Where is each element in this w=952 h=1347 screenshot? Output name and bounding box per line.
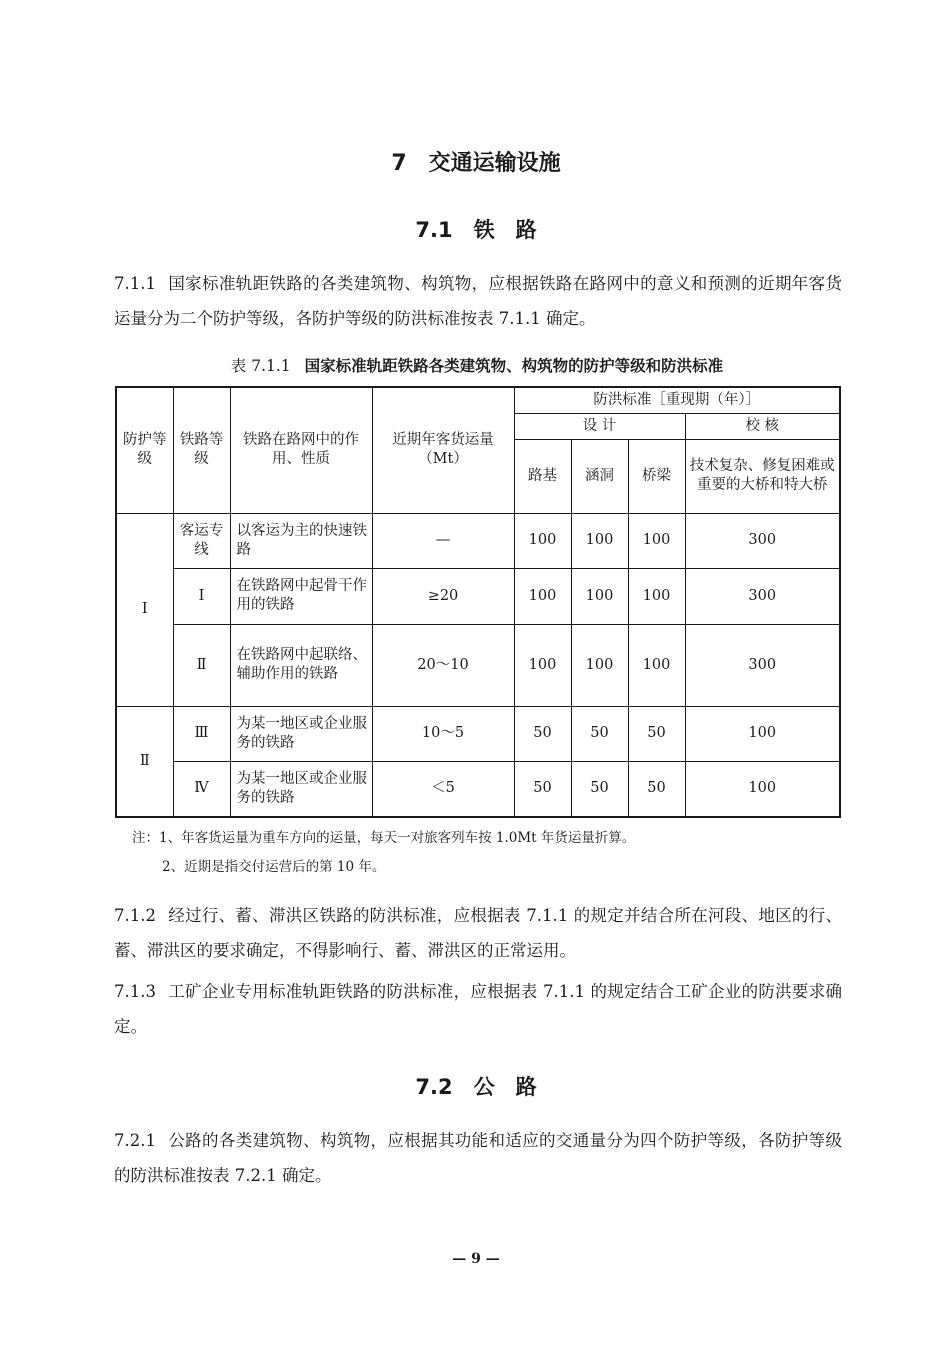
culvert-cell: 100	[571, 624, 628, 706]
role-cell: 为某一地区或企业服务的铁路	[230, 761, 372, 817]
bridge-cell: 50	[628, 706, 685, 761]
bridge-cell: 100	[628, 513, 685, 568]
table-row	[116, 513, 840, 568]
volume-cell: ≥20	[372, 568, 514, 624]
paragraph-number: 7.1.3	[114, 982, 156, 1001]
railway-level-cell: Ⅰ	[173, 568, 230, 624]
role-cell: 在铁路网中起联络、辅助作用的铁路	[230, 624, 372, 706]
header-culvert: 涵洞	[571, 439, 628, 513]
table-note-2: 2、近期是指交付运营后的第 10 年。	[162, 859, 386, 875]
paragraph-text: 经过行、蓄、滞洪区铁路的防洪标准，应根据表 7.1.1 的规定并结合所在河段、地区的行、蓄、滞洪区的要求确定，不得影响行、蓄、滞洪区的正常运用。	[114, 906, 842, 960]
table-row	[116, 624, 840, 706]
bridge-cell: 50	[628, 761, 685, 817]
paragraph-text: 公路的各类建筑物、构筑物，应根据其功能和适应的交通量分为四个防护等级，各防护等级的防洪标准按表 7.2.1 确定。	[114, 1131, 842, 1185]
paragraph-number: 7.2.1	[114, 1131, 156, 1150]
railway-level-cell: Ⅱ	[173, 624, 230, 706]
railway-level-cell: Ⅲ	[173, 706, 230, 761]
roadbed-cell: 100	[514, 568, 571, 624]
check-cell: 300	[685, 568, 840, 624]
paragraph-7-1-1	[114, 266, 842, 336]
railway-level-cell: 客运专线	[173, 513, 230, 568]
paragraph-7-1-2	[114, 898, 842, 968]
protection-level-cell: Ⅱ	[116, 706, 173, 817]
table-note-1: 注：1、年客货运量为重车方向的运量，每天一对旅客列车按 1.0Mt 年货运量折算。	[132, 830, 636, 846]
table-row	[116, 706, 840, 761]
header-bridge: 桥梁	[628, 439, 685, 513]
bridge-cell: 100	[628, 568, 685, 624]
check-cell: 300	[685, 513, 840, 568]
page-number: — 9 —	[452, 1251, 500, 1267]
header-railway-level: 铁路等级	[173, 387, 230, 513]
section-title-7-2: 7.2 公 路	[415, 1075, 537, 1099]
roadbed-cell: 50	[514, 761, 571, 817]
table-number: 表 7.1.1	[230, 357, 291, 375]
bridge-cell: 100	[628, 624, 685, 706]
table-title: 国家标准轨距铁路各类建筑物、构筑物的防护等级和防洪标准	[304, 357, 724, 375]
flood-standard-table	[115, 386, 841, 818]
header-protection-level: 防护等级	[116, 387, 173, 513]
volume-cell: 20～10	[372, 624, 514, 706]
chapter-title: 7 交通运输设施	[391, 151, 561, 176]
check-cell: 300	[685, 624, 840, 706]
roadbed-cell: 100	[514, 624, 571, 706]
table-caption	[114, 354, 840, 376]
volume-cell: ＜5	[372, 761, 514, 817]
role-cell: 在铁路网中起骨干作用的铁路	[230, 568, 372, 624]
role-cell: 以客运为主的快速铁路	[230, 513, 372, 568]
check-cell: 100	[685, 761, 840, 817]
table-row	[116, 761, 840, 817]
roadbed-cell: 100	[514, 513, 571, 568]
paragraph-text: 国家标准轨距铁路的各类建筑物、构筑物，应根据铁路在路网中的意义和预测的近期年客货运量分为二个防护等级，各防护等级的防洪标准按表 7.1.1 确定。	[114, 274, 842, 328]
table-row	[116, 568, 840, 624]
culvert-cell: 50	[571, 706, 628, 761]
header-volume: 近期年客货运量（Mt）	[372, 387, 514, 513]
header-check: 校 核	[685, 413, 840, 439]
header-design: 设 计	[514, 413, 685, 439]
culvert-cell: 100	[571, 513, 628, 568]
paragraph-text: 工矿企业专用标准轨距铁路的防洪标准，应根据表 7.1.1 的规定结合工矿企业的防洪要求确定。	[114, 982, 842, 1036]
volume-cell: —	[372, 513, 514, 568]
roadbed-cell: 50	[514, 706, 571, 761]
paragraph-7-1-3	[114, 974, 842, 1044]
paragraph-number: 7.1.2	[114, 906, 156, 925]
header-complex-bridge: 技术复杂、修复困难或重要的大桥和特大桥	[685, 439, 840, 513]
header-roadbed: 路基	[514, 439, 571, 513]
header-role: 铁路在路网中的作用、性质	[230, 387, 372, 513]
paragraph-7-2-1	[114, 1123, 842, 1193]
protection-level-cell: Ⅰ	[116, 513, 173, 706]
culvert-cell: 50	[571, 761, 628, 817]
paragraph-number: 7.1.1	[114, 274, 156, 293]
header-flood-standard: 防洪标准［重现期（年）］	[514, 387, 840, 413]
culvert-cell: 100	[571, 568, 628, 624]
check-cell: 100	[685, 706, 840, 761]
volume-cell: 10～5	[372, 706, 514, 761]
section-title-7-1: 7.1 铁 路	[415, 218, 537, 242]
railway-level-cell: Ⅳ	[173, 761, 230, 817]
role-cell: 为某一地区或企业服务的铁路	[230, 706, 372, 761]
